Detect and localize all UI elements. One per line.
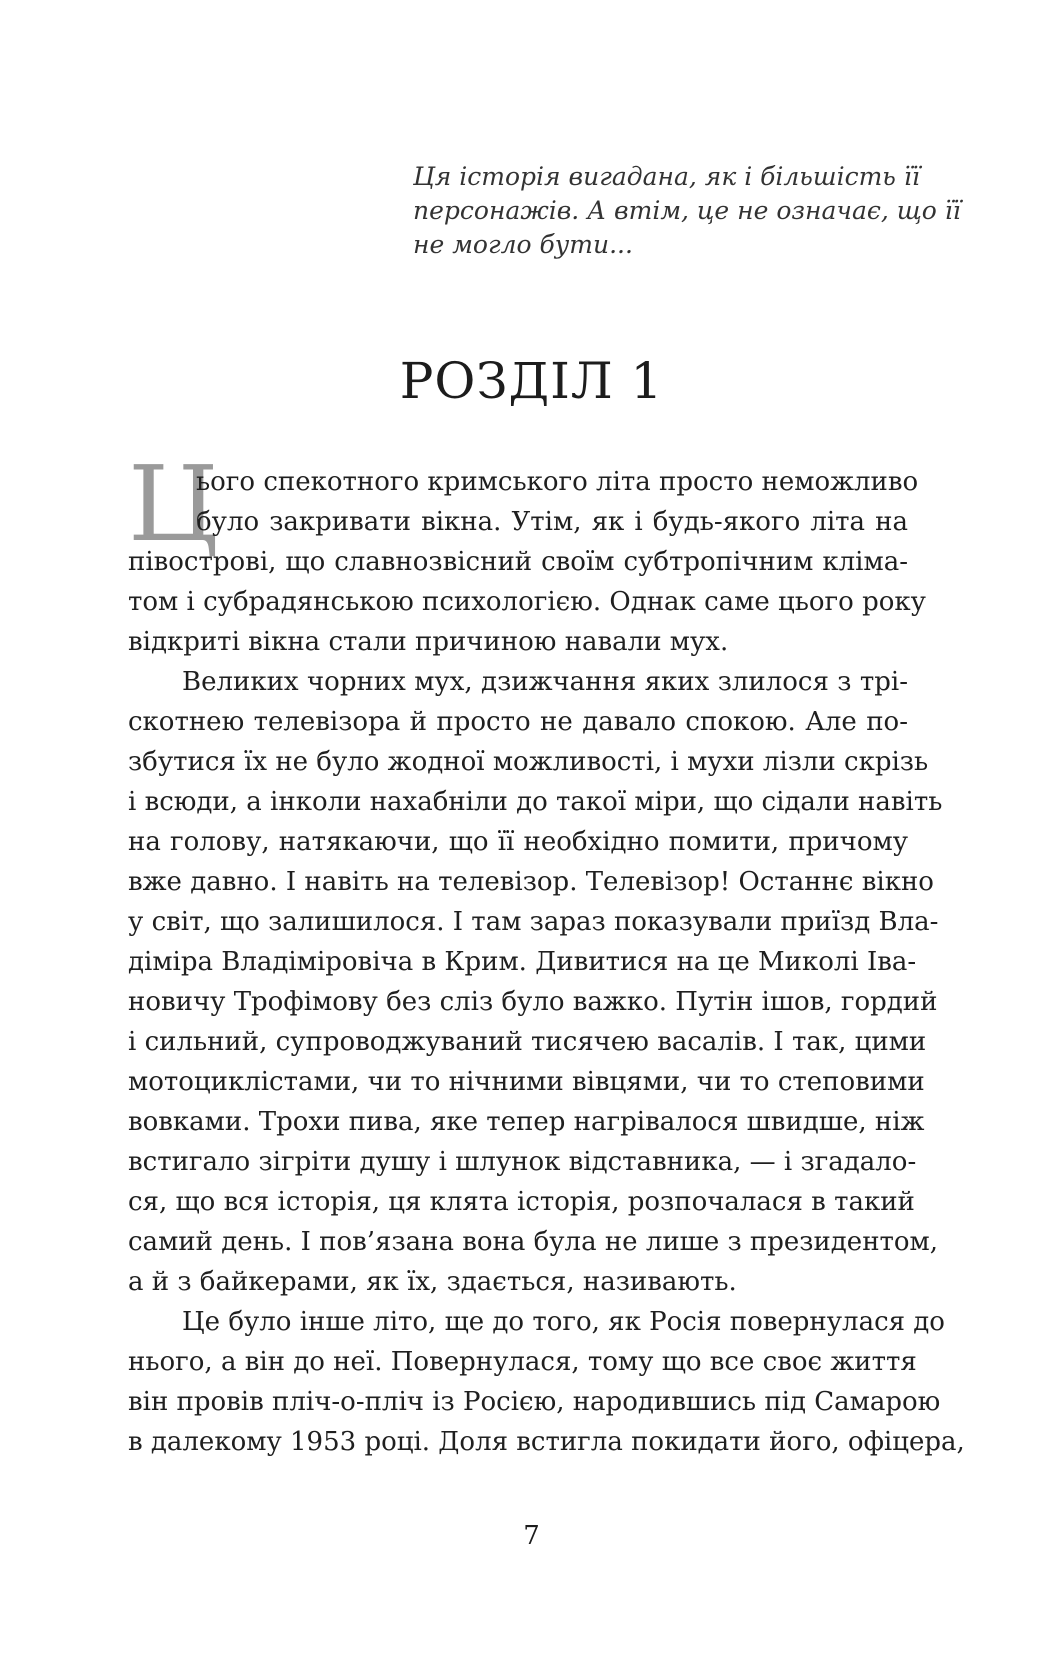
epigraph — [413, 160, 961, 262]
text-line: а й з байкерами, як їх, здається, називають. — [128, 1267, 737, 1297]
text-line: вовками. Трохи пива, яке тепер нагрівалося швидше, ніж — [128, 1107, 925, 1137]
text-line: новичу Трофімову без сліз було важко. Путін ішов, гордий — [128, 987, 938, 1017]
text-line: і всюди, а інколи нахабніли до такої міри, що сідали навіть — [128, 787, 943, 817]
text-line: відкриті вікна стали причиною навали мух. — [128, 627, 729, 657]
text-line: Це було інше літо, ще до того, як Росія повернулася до — [182, 1307, 945, 1337]
text-line: Великих чорних мух, дзижчання яких злилося з трі- — [182, 667, 908, 697]
text-line: вже давно. І навіть на телевізор. Телевізор! Останнє вікно — [128, 867, 934, 897]
text-line: було закривати вікна. Утім, як і будь-якого літа на — [196, 507, 908, 537]
epigraph-line: не могло бути... — [413, 230, 633, 259]
text-line: нього, а він до неї. Повернулася, тому що все своє життя — [128, 1347, 917, 1377]
text-line: діміра Владіміровіча в Крим. Дивитися на це Миколі Іва- — [128, 947, 917, 977]
epigraph-line: Ця історія вигадана, як і більшість її — [413, 162, 920, 191]
text-line: ього спекотного кримського літа просто неможливо — [196, 467, 919, 497]
drop-cap: Ц — [128, 443, 219, 565]
text-line: в далекому 1953 році. Доля встигла покидати його, офіцера, — [128, 1427, 965, 1457]
text-line: збутися їх не було жодної можливості, і мухи лізли скрізь — [128, 747, 929, 777]
text-line: мотоциклістами, чи то нічними вівцями, чи то степовими — [128, 1067, 925, 1097]
text-line: скотнею телевізора й просто не давало спокою. Але по- — [128, 707, 908, 737]
text-line: півострові, що славнозвісний своїм субтропічним кліма- — [128, 547, 908, 577]
text-line: том і субрадянською психологією. Однак саме цього року — [128, 587, 926, 617]
body-text — [128, 462, 965, 1462]
text-line: самий день. І пов’язана вона була не лише з президентом, — [128, 1227, 939, 1257]
text-line: на голову, натякаючи, що її необхідно помити, причому — [128, 827, 908, 857]
text-line: встигало зігріти душу і шлунок відставника, — і згадало- — [128, 1147, 917, 1177]
epigraph-line: персонажів. А втім, це не означає, що її — [413, 196, 961, 225]
text-line: у світ, що залишилося. І там зараз показували приїзд Вла- — [128, 907, 939, 937]
text-line: він провів пліч-о-пліч із Росією, народившись під Самарою — [128, 1387, 941, 1417]
chapter-title: РОЗДІЛ 1 — [399, 352, 664, 410]
page-number: 7 — [523, 1521, 540, 1551]
text-line: ся, що вся історія, ця клята історія, розпочалася в такий — [128, 1187, 915, 1217]
text-line: і сильний, супроводжуваний тисячею васалів. І так, цими — [128, 1027, 927, 1057]
